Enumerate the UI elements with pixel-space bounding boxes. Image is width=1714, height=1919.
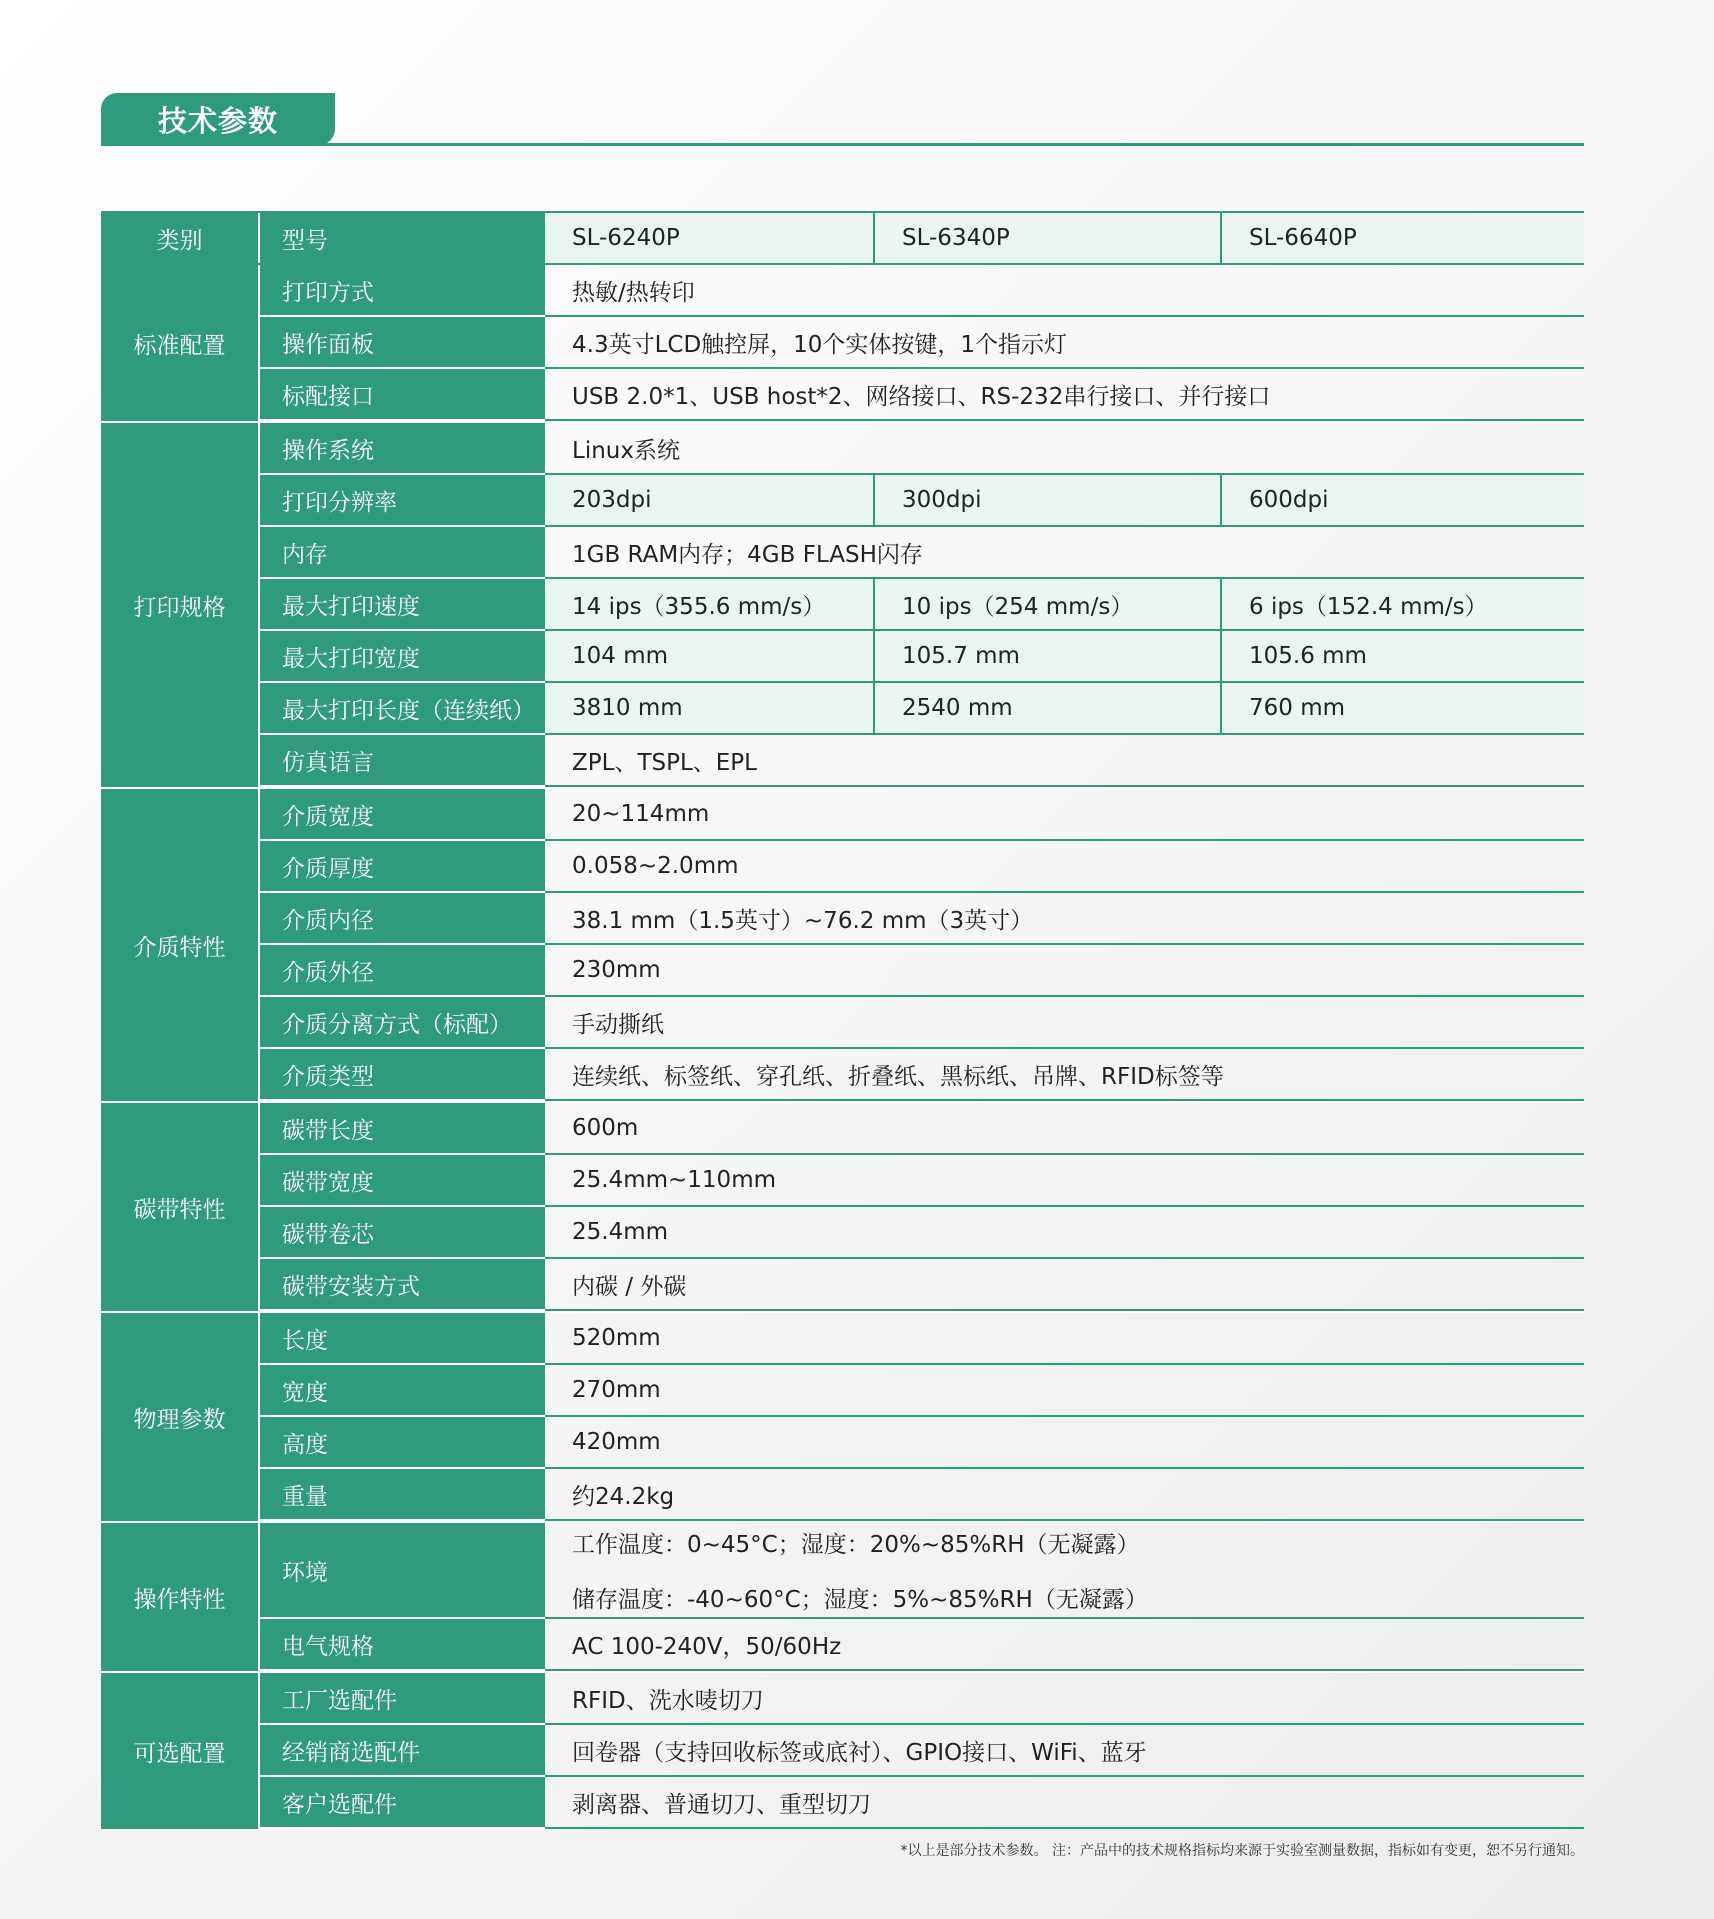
spec-value: 1GB RAM内存；4GB FLASH闪存 [572,541,923,568]
spec-value: RFID、洗水唛切刀 [572,1687,764,1714]
spec-value: USB 2.0*1、USB host*2、网络接口、RS-232串行接口、并行接口 [572,383,1271,410]
category-cell: 可选配置 [101,1673,260,1829]
spec-label: 客户选配件 [260,1777,545,1829]
spec-row [260,527,1584,579]
spec-group [101,423,1584,789]
spec-label: 碳带宽度 [260,1155,545,1207]
spec-row [260,423,1584,475]
spec-label: 介质外径 [260,945,545,997]
spec-row [260,1469,1584,1521]
spec-group [101,1313,1584,1523]
spec-value: 420mm [572,1429,661,1455]
spec-value: 104 mm [545,631,875,681]
header-model-label: 型号 [260,213,545,263]
spec-row [260,1673,1584,1725]
spec-label: 宽度 [260,1365,545,1417]
spec-value: 剥离器、普通切刀、重型切刀 [572,1791,871,1818]
spec-label: 碳带安装方式 [260,1259,545,1311]
spec-value: 2540 mm [875,683,1222,733]
spec-label: 经销商选配件 [260,1725,545,1777]
spec-value: 约24.2kg [572,1483,675,1510]
header-category: 类别 [101,213,260,263]
section-title: 技术参数 [101,93,335,145]
spec-value: 203dpi [545,475,875,525]
spec-label: 操作系统 [260,423,545,475]
spec-row [260,265,1584,317]
spec-value-line: 工作温度：0~45°C；湿度：20%~85%RH（无凝露） [572,1532,1140,1558]
spec-value: 105.7 mm [875,631,1222,681]
spec-value: 600m [572,1115,639,1141]
spec-table [101,211,1584,1829]
model-name: SL-6640P [1249,225,1357,251]
spec-row [260,789,1584,841]
spec-label: 最大打印宽度 [260,631,545,683]
spec-value: 25.4mm [572,1219,669,1245]
spec-label: 介质类型 [260,1049,545,1101]
spec-label: 内存 [260,527,545,579]
spec-value: AC 100-240V，50/60Hz [572,1633,842,1660]
spec-value: ZPL、TSPL、EPL [572,749,757,776]
spec-row [260,1725,1584,1777]
spec-row [260,1049,1584,1101]
category-cell: 标准配置 [101,265,260,421]
spec-label: 长度 [260,1313,545,1365]
spec-row [260,683,1584,735]
spec-row [260,1103,1584,1155]
spec-value: 10 ips（254 mm/s） [875,579,1222,629]
spec-label: 最大打印速度 [260,579,545,631]
spec-label: 碳带卷芯 [260,1207,545,1259]
spec-value: 连续纸、标签纸、穿孔纸、折叠纸、黑标纸、吊牌、RFID标签等 [572,1063,1224,1090]
spec-label: 仿真语言 [260,735,545,787]
spec-row [260,735,1584,787]
spec-group [101,1103,1584,1313]
spec-value: 230mm [572,957,661,983]
category-cell: 物理参数 [101,1313,260,1521]
spec-value: 25.4mm~110mm [572,1167,777,1193]
spec-value: 4.3英寸LCD触控屏，10个实体按键，1个指示灯 [572,331,1068,358]
spec-value: 手动撕纸 [572,1011,664,1038]
spec-value-line: 储存温度：-40~60°C；湿度：5%~85%RH（无凝露） [572,1587,1148,1613]
spec-row [260,997,1584,1049]
spec-row [260,631,1584,683]
spec-row [260,1259,1584,1311]
spec-label: 介质内径 [260,893,545,945]
spec-label: 介质宽度 [260,789,545,841]
spec-row [260,1155,1584,1207]
spec-value [545,1523,1584,1617]
spec-row [260,1417,1584,1469]
spec-label: 环境 [260,1523,545,1619]
category-cell: 打印规格 [101,423,260,787]
model-name: SL-6240P [545,213,875,263]
spec-value: 6 ips（152.4 mm/s） [1249,593,1488,620]
spec-row [260,1365,1584,1417]
spec-value: 270mm [572,1377,661,1403]
spec-row [260,579,1584,631]
header-divider [101,143,1584,146]
spec-value: 热敏/热转印 [572,279,695,306]
spec-value: 760 mm [1249,695,1346,721]
spec-label: 打印分辨率 [260,475,545,527]
footnote: *以上是部分技术参数。 注：产品中的技术规格指标均来源于实验室测量数据，指标如有变更，恕不另行通知。 [900,1843,1584,1859]
spec-row [260,945,1584,997]
spec-value: 0.058~2.0mm [572,853,739,879]
spec-value: 38.1 mm（1.5英寸）~76.2 mm（3英寸） [572,907,1034,934]
spec-row [260,475,1584,527]
spec-value: 520mm [572,1325,661,1351]
model-name: SL-6340P [875,213,1222,263]
spec-group [101,1673,1584,1829]
spec-row [260,369,1584,421]
spec-value: 20~114mm [572,801,710,827]
section-header [101,93,1584,147]
spec-label: 标配接口 [260,369,545,421]
spec-value: Linux系统 [572,437,680,464]
spec-row [260,1207,1584,1259]
spec-row [260,841,1584,893]
category-cell: 操作特性 [101,1523,260,1671]
spec-group [101,1523,1584,1673]
spec-group [101,265,1584,423]
category-cell: 碳带特性 [101,1103,260,1311]
spec-label: 重量 [260,1469,545,1521]
spec-label: 碳带长度 [260,1103,545,1155]
spec-row [260,1523,1584,1619]
spec-value: 14 ips（355.6 mm/s） [545,579,875,629]
spec-label: 最大打印长度（连续纸） [260,683,545,735]
spec-label: 操作面板 [260,317,545,369]
category-cell: 介质特性 [101,789,260,1101]
spec-row [260,893,1584,945]
spec-value: 回卷器（支持回收标签或底衬）、GPIO接口、WiFi、蓝牙 [572,1739,1147,1766]
spec-label: 介质厚度 [260,841,545,893]
spec-row [260,1619,1584,1671]
spec-value: 300dpi [875,475,1222,525]
spec-value: 内碳 / 外碳 [572,1273,687,1300]
spec-group [101,789,1584,1103]
spec-value: 600dpi [1249,487,1329,513]
spec-row [260,317,1584,369]
spec-label: 工厂选配件 [260,1673,545,1725]
spec-label: 打印方式 [260,265,545,317]
spec-value: 3810 mm [545,683,875,733]
spec-label: 高度 [260,1417,545,1469]
spec-label: 介质分离方式（标配） [260,997,545,1049]
spec-row [260,1777,1584,1829]
table-header-row [101,211,1584,265]
spec-value: 105.6 mm [1249,643,1367,669]
spec-row [260,1313,1584,1365]
spec-label: 电气规格 [260,1619,545,1671]
